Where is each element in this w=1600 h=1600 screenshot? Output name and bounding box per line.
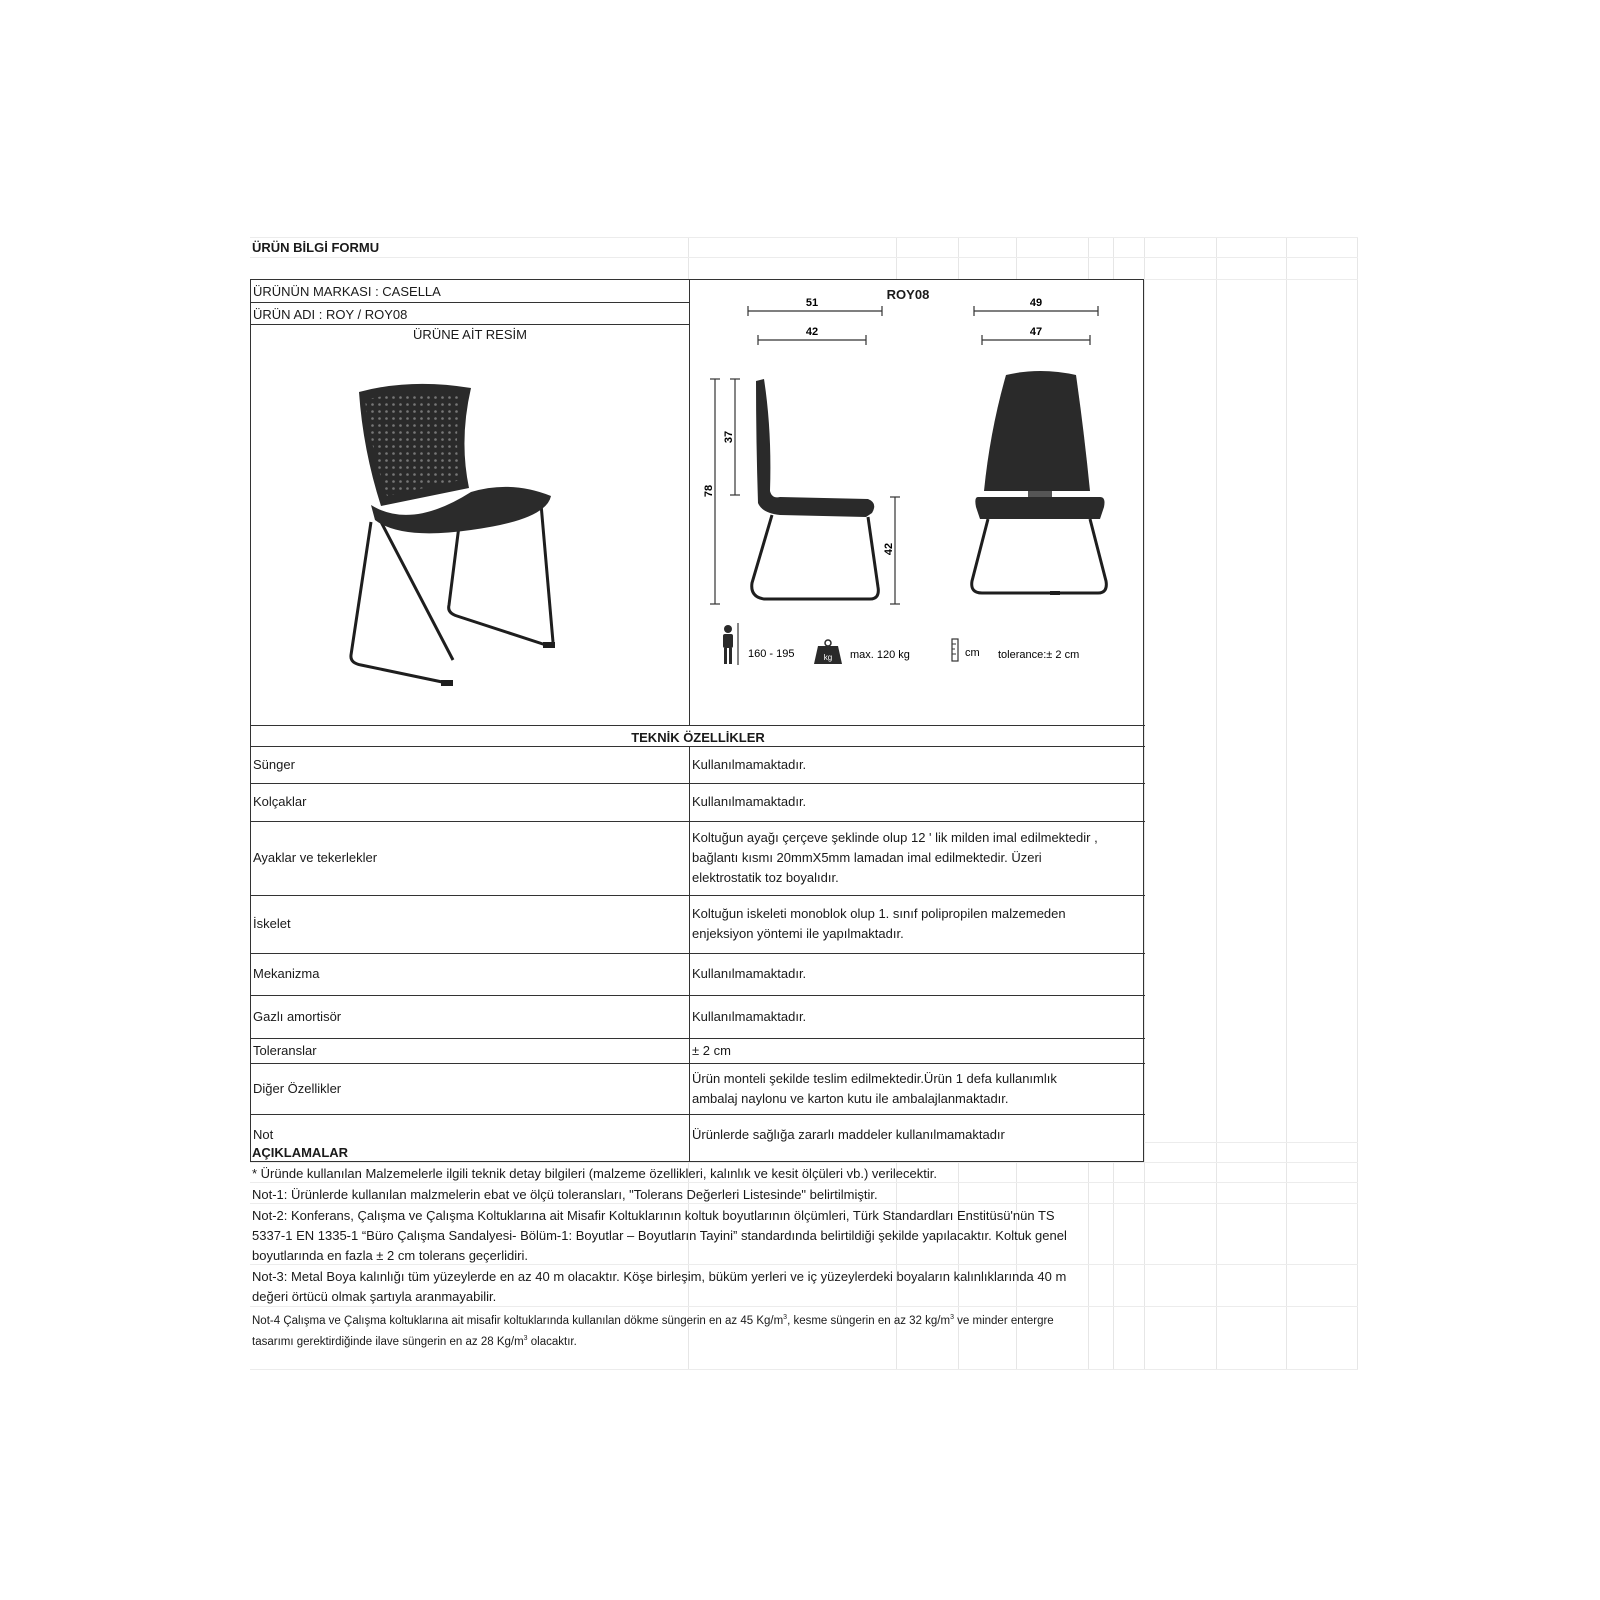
grid-row-line <box>250 1264 1358 1265</box>
grid-row-line <box>250 1369 1358 1370</box>
row-divider <box>251 1114 1145 1115</box>
unit-label: cm <box>965 647 980 659</box>
grid-column-line <box>1216 237 1217 1370</box>
grid-column-line <box>1286 237 1287 1370</box>
note-3-line-2: değeri örtücü olmak şartıyla aranmayabilir. <box>252 1289 497 1304</box>
total-height: 78 <box>703 484 715 498</box>
chair-side-view <box>752 379 879 599</box>
side-outer-width: 51 <box>805 297 819 309</box>
row-divider <box>251 895 1145 896</box>
grid-row-line <box>250 237 1358 238</box>
max-weight: max. 120 kg <box>850 649 910 661</box>
spec-value: Kullanılmamaktadır. <box>692 1008 807 1024</box>
grid-column-line <box>1144 237 1145 1370</box>
specs-header: TEKNİK ÖZELLİKLER <box>631 730 765 745</box>
chair-front-view <box>972 371 1107 595</box>
row-divider <box>251 953 1145 954</box>
spreadsheet-sheet <box>250 237 1358 1370</box>
note-4-line-1: Not-4 Çalışma ve Çalışma koltuklarına ait misafir koltuklarında kullanılan dökme süngerin en az 45 $Kg/m^3$, kesme süngerin en az 32 $kg/m^3$ ve minder entergre <box>252 1314 1054 1327</box>
row-divider <box>251 821 1145 822</box>
spec-value: Kullanılmamaktadır. <box>692 756 807 772</box>
grid-column-line <box>1357 237 1358 1370</box>
row-divider <box>251 324 689 325</box>
grid-row-line <box>250 1182 1358 1183</box>
brand-label: ÜRÜNÜN MARKASI : CASELLA <box>253 284 441 299</box>
spec-label: Toleranslar <box>253 1042 317 1058</box>
spec-value: Kullanılmamaktadır. <box>692 966 807 981</box>
note-2-line-3: boyutlarında en fazla ± 2 cm tolerans geçerlidiri. <box>252 1248 528 1263</box>
seat-height: 42 <box>883 542 895 556</box>
note-4-line-2: tasarımı gerektirdiğinde ilave süngerin en az 28 $Kg/m^3$ olacaktır. <box>252 1335 577 1348</box>
row-divider <box>251 1038 1145 1039</box>
weight-icon <box>814 640 842 664</box>
spec-value: ambalaj naylonu ve karton kutu ile ambalajlanmaktadır. <box>692 1090 1009 1106</box>
side-inner-width: 42 <box>805 326 819 338</box>
grid-row-line <box>250 1162 1358 1163</box>
row-divider <box>251 725 1145 726</box>
front-inner-width: 47 <box>1029 326 1043 338</box>
grid-row-line <box>250 1306 1358 1307</box>
chair-photo <box>341 380 591 700</box>
spec-label: Kolçaklar <box>253 794 307 809</box>
spec-label: Diğer Özellikler <box>253 1080 342 1096</box>
spec-value: Ürün monteli şekilde teslim edilmektedir.Ürün 1 defa kullanımlık <box>692 1070 1057 1086</box>
spec-value: elektrostatik toz boyalıdır. <box>692 870 839 885</box>
product-name-label: ÜRÜN ADI : ROY / ROY08 <box>253 307 408 322</box>
note-general: * Üründe kullanılan Malzemelerle ilgili teknik detay bilgileri (malzeme özellikleri, kalınlık ve kesit ölçüleri vb.) verilecektir. <box>252 1166 937 1181</box>
spec-value: Ürünlerde sağlığa zararlı maddeler kullanılmamaktadır <box>692 1127 1005 1142</box>
spec-label: Sünger <box>253 756 295 772</box>
grid-row-line <box>250 257 1358 258</box>
tolerance-label: tolerance:± 2 cm <box>998 649 1080 661</box>
row-divider <box>251 746 1145 747</box>
spec-label: Mekanizma <box>253 966 320 981</box>
row-divider <box>251 783 1145 784</box>
row-divider <box>251 995 1145 996</box>
ruler-icon <box>952 639 958 661</box>
row-divider <box>251 1063 1145 1064</box>
spec-label: Not <box>253 1127 274 1142</box>
person-height-range: 160 - 195 <box>748 648 795 660</box>
note-2-line-1: Not-2: Konferans, Çalışma ve Çalışma Koltuklarına ait Misafir Koltuklarının koltuk boyutlarının ölçümleri, Türk Standardları Enstitüsü'nün TS <box>252 1208 1055 1223</box>
note-3-line-1: Not-3: Metal Boya kalınlığı tüm yüzeylerde en az 40 m olacaktır. Köşe birleşim, büküm yerleri ve iç yüzeylerdeki boyaların kalınlıklarında 40 m <box>252 1269 1067 1284</box>
back-height: 37 <box>723 430 735 444</box>
product-info-form <box>250 279 1144 1162</box>
row-divider <box>251 302 689 303</box>
front-outer-width: 49 <box>1029 297 1043 309</box>
spec-label: Ayaklar ve tekerlekler <box>253 850 378 865</box>
note-2-line-2: 5337-1 EN 1335-1 “Büro Çalışma Sandalyesi- Bölüm-1: Boyutlar – Boyutların Tayini” standardında belirtildiği şekilde yapılacaktır. Koltuk genel <box>252 1228 1067 1243</box>
person-icon <box>723 625 733 664</box>
spec-value: bağlantı kısmı 20mmX5mm lamadan imal edilmektedir. Üzeri <box>692 850 1042 865</box>
image-caption: ÜRÜNE AİT RESİM <box>413 327 527 342</box>
weight-icon-label: kg <box>823 653 833 662</box>
model-code: ROY08 <box>886 287 930 302</box>
spec-label: Gazlı amortisör <box>253 1008 342 1024</box>
spec-label: İskelet <box>253 916 291 931</box>
spec-value: Kullanılmamaktadır. <box>692 794 807 809</box>
spec-value: enjeksiyon yöntemi ile yapılmaktadır. <box>692 926 904 941</box>
spec-value: ± 2 cm <box>692 1042 731 1058</box>
note-1: Not-1: Ürünlerde kullanılan malzmelerin ebat ve ölçü toleransları, "Tolerans Değerleri Listesinde" belirtilmiştir. <box>252 1187 878 1202</box>
column-divider <box>689 746 690 1162</box>
technical-drawing <box>690 281 1144 724</box>
grid-row-line <box>250 1203 1358 1204</box>
form-title: ÜRÜN BİLGİ FORMU <box>252 240 380 255</box>
spec-value: Koltuğun ayağı çerçeve şeklinde olup 12 ' lik milden imal edilmektedir , <box>692 830 1098 845</box>
spec-value: Koltuğun iskeleti monoblok olup 1. sınıf polipropilen malzemeden <box>692 906 1066 921</box>
notes-title: AÇIKLAMALAR <box>252 1145 349 1160</box>
